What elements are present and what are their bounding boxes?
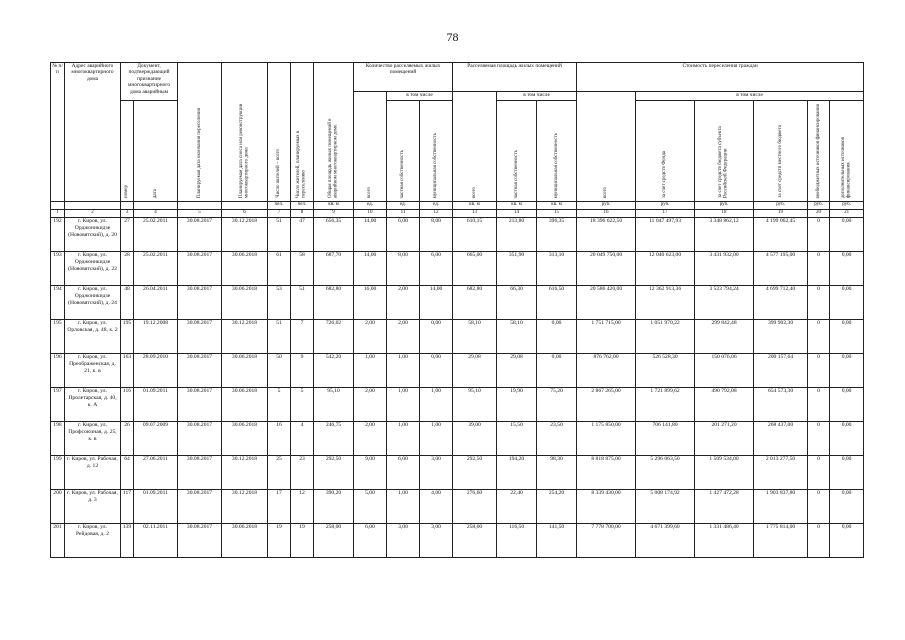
table-cell: 2 013 277,50: [754, 456, 808, 490]
table-cell: 139: [121, 524, 134, 558]
table-cell: 28: [121, 252, 134, 286]
table-cell: 2 867 265,00: [577, 388, 636, 422]
table-cell: 30.06.2018: [222, 354, 268, 388]
table-cell: 116,50: [497, 524, 537, 558]
table-cell: 0,00: [420, 320, 453, 354]
table-cell: 0,00: [830, 354, 864, 388]
table-cell: 610,15: [453, 218, 497, 252]
table-cell: г. Киров, ул. Орджоникидзе (Нововятский), д. 20: [65, 218, 121, 252]
table-cell: 0,00: [830, 320, 864, 354]
table-cell: 351,90: [497, 252, 537, 286]
table-row: [51, 388, 864, 422]
table-cell: 6,00: [387, 456, 420, 490]
table-cell: 6,00: [387, 218, 420, 252]
table-cell: 193: [51, 252, 65, 286]
table-cell: 30.08.2017: [178, 286, 222, 320]
table-cell: 396,35: [537, 218, 577, 252]
table-cell: 665,00: [453, 252, 497, 286]
header-count-including: в том числе: [387, 92, 453, 101]
table-cell: 117: [121, 490, 134, 524]
table-cell: 213,80: [497, 218, 537, 252]
unit-cell-11: ед.: [387, 202, 420, 210]
table-cell: 75,20: [537, 388, 577, 422]
table-cell: 30.12.2018: [222, 456, 268, 490]
table-cell: 9: [291, 354, 314, 388]
table-cell: 876 762,00: [577, 354, 636, 388]
table-cell: 14,00: [354, 218, 387, 252]
table-cell: 0: [808, 218, 830, 252]
table-cell: 95,10: [314, 388, 354, 422]
table-cell: 2,00: [354, 388, 387, 422]
header-count-municipal: муниципальная собственность: [420, 101, 453, 202]
table-cell: 61: [268, 252, 291, 286]
table-cell: 30.06.2018: [222, 252, 268, 286]
table-cell: 12: [291, 490, 314, 524]
table-cell: 27.06.2011: [134, 456, 178, 490]
header-premises-count: Количество расселяемых жилых помещений: [354, 63, 453, 92]
unit-cell-13: кв. м: [453, 202, 497, 210]
table-cell: 30.06.2018: [222, 286, 268, 320]
unit-cell-6: [222, 202, 268, 210]
table-cell: 0: [808, 354, 830, 388]
table-cell: 30.08.2017: [178, 320, 222, 354]
table-cell: 02.11.2011: [134, 524, 178, 558]
table-row: [51, 524, 864, 558]
header-cost-total: всего: [577, 92, 636, 202]
table-cell: 30.08.2017: [178, 422, 222, 456]
header-area-total: всего: [453, 92, 497, 202]
table-cell: 0,00: [830, 252, 864, 286]
table-cell: г. Киров, ул. Орджоникидзе (Нововятский), д. 24: [65, 286, 121, 320]
table-cell: 542,20: [314, 354, 354, 388]
table-cell: 12 040 623,00: [636, 252, 695, 286]
table-cell: 2,00: [387, 286, 420, 320]
table-cell: 195: [121, 320, 134, 354]
table-cell: 0: [808, 456, 830, 490]
column-number-13: 13: [453, 210, 497, 218]
table-cell: 0,00: [830, 490, 864, 524]
table-cell: 258,00: [453, 524, 497, 558]
column-number-19: 19: [754, 210, 808, 218]
table-cell: 276,60: [453, 490, 497, 524]
header-count-private: частная собственность: [387, 101, 420, 202]
table-cell: 26: [121, 422, 134, 456]
column-number-14: 14: [497, 210, 537, 218]
header-demolition-date: Планируемая дата сноса или реконструкции многоквартирного дома: [222, 63, 268, 202]
table-cell: 196: [51, 354, 65, 388]
table-cell: 1 427 472,28: [695, 490, 754, 524]
table-cell: 390,20: [314, 490, 354, 524]
table-cell: 4: [291, 422, 314, 456]
header-premises-area: Расселяемая площадь жилых помещений: [453, 63, 577, 92]
table-row: [51, 218, 864, 252]
table-cell: 199: [51, 456, 65, 490]
table-cell: 30.08.2017: [178, 388, 222, 422]
table-cell: 198: [51, 422, 65, 456]
table-cell: 19,90: [497, 388, 537, 422]
table-cell: 8 818 875,00: [577, 456, 636, 490]
unit-cell-10: ед.: [354, 202, 387, 210]
unit-cell-2: [65, 202, 121, 210]
table-row: [51, 354, 864, 388]
header-document: Документ, подтверждающий признание многоквартирного дома аварийным: [121, 63, 178, 101]
table-cell: 7 778 700,00: [577, 524, 636, 558]
table-cell: 53: [268, 286, 291, 320]
table-cell: 95,10: [453, 388, 497, 422]
table-cell: 1,00: [420, 388, 453, 422]
unit-cell-9: кв. м: [314, 202, 354, 210]
table-cell: 0,00: [537, 320, 577, 354]
header-doc-number: номер: [121, 101, 134, 202]
column-number-15: 15: [537, 210, 577, 218]
table-cell: 2,00: [354, 422, 387, 456]
column-number-10: 10: [354, 210, 387, 218]
table-cell: 682,80: [314, 286, 354, 320]
table-cell: 26.04.2011: [134, 286, 178, 320]
table-cell: 30.06.2018: [222, 422, 268, 456]
table-cell: 0,00: [830, 422, 864, 456]
header-relocation-cost: Стоимость переселения граждан: [577, 63, 864, 92]
column-number-12: 12: [420, 210, 453, 218]
table-cell: 17: [268, 490, 291, 524]
column-number-4: 4: [134, 210, 178, 218]
table-cell: 1,00: [420, 422, 453, 456]
table-cell: 254,20: [537, 490, 577, 524]
column-number-16: 16: [577, 210, 636, 218]
unit-cell-21: руб.: [830, 202, 864, 210]
table-cell: 20 049 750,00: [577, 252, 636, 286]
table-cell: 163: [121, 354, 134, 388]
unit-cell-18: руб.: [695, 202, 754, 210]
table-cell: 6,00: [354, 524, 387, 558]
table-row: [51, 320, 864, 354]
table-cell: 23: [291, 456, 314, 490]
table-cell: 2,00: [387, 320, 420, 354]
table-cell: г. Киров, ул. Преображенская, д. 21, к. в: [65, 354, 121, 388]
unit-cell-15: кв. м: [537, 202, 577, 210]
table-cell: 1 903 837,80: [754, 490, 808, 524]
table-cell: 09.07.2009: [134, 422, 178, 456]
table-cell: 15,50: [497, 422, 537, 456]
table-cell: 30.08.2017: [178, 218, 222, 252]
unit-cell-7: чел.: [268, 202, 291, 210]
table-cell: 1 775 814,00: [754, 524, 808, 558]
table-cell: 4 577 195,00: [754, 252, 808, 286]
table-cell: 1 721 899,62: [636, 388, 695, 422]
column-number-6: 6: [222, 210, 268, 218]
table-cell: 141,50: [537, 524, 577, 558]
table-cell: 3 523 794,24: [695, 286, 754, 320]
table-cell: 47: [291, 218, 314, 252]
table-cell: 29,08: [497, 354, 537, 388]
table-cell: 27: [121, 218, 134, 252]
table-cell: 0: [808, 286, 830, 320]
unit-cell-8: чел.: [291, 202, 314, 210]
table-cell: 16,00: [354, 286, 387, 320]
table-header: [51, 63, 864, 218]
table-cell: 687,70: [314, 252, 354, 286]
table-cell: 1 509 534,00: [695, 456, 754, 490]
table-cell: 3,00: [420, 524, 453, 558]
table-cell: 490 792,08: [695, 388, 754, 422]
table-cell: 399 902,30: [754, 320, 808, 354]
table-cell: 20 586 420,00: [577, 286, 636, 320]
header-cost-fund: за счет средств Фонда: [636, 101, 695, 202]
table-cell: г. Киров, ул. Орджоникидзе (Нововятский), д. 22: [65, 252, 121, 286]
table-cell: 0,00: [830, 524, 864, 558]
table-cell: 1 175 850,00: [577, 422, 636, 456]
table-cell: 8 339 430,00: [577, 490, 636, 524]
table-cell: 116: [121, 388, 134, 422]
table-cell: 197: [51, 388, 65, 422]
table-cell: 2,00: [354, 320, 387, 354]
table-cell: 14,00: [354, 252, 387, 286]
table-cell: 195: [51, 320, 65, 354]
table-cell: 4 671 399,60: [636, 524, 695, 558]
table-cell: 28.09.2010: [134, 354, 178, 388]
table-cell: 4 199 062,45: [754, 218, 808, 252]
header-area-municipal: муниципальная собственность: [537, 101, 577, 202]
table-cell: 201: [51, 524, 65, 558]
table-cell: 150 076,06: [695, 354, 754, 388]
table-cell: 0: [808, 524, 830, 558]
table-cell: 18 396 622,50: [577, 218, 636, 252]
header-area-including: в том числе: [497, 92, 577, 101]
table-cell: 7: [291, 320, 314, 354]
column-number-7: 7: [268, 210, 291, 218]
table-cell: 726,02: [314, 320, 354, 354]
column-number-1: 1: [51, 210, 65, 218]
header-residents-total: Число жителей – всего: [268, 63, 291, 202]
table-cell: 48: [121, 286, 134, 320]
table-cell: 654 573,30: [754, 388, 808, 422]
table-cell: 656,35: [314, 218, 354, 252]
table-cell: 19.12.2008: [134, 320, 178, 354]
column-number-8: 8: [291, 210, 314, 218]
table-cell: 682,80: [453, 286, 497, 320]
table-cell: 3 348 862,12: [695, 218, 754, 252]
column-numbers-row: [51, 210, 864, 218]
table-cell: 23,50: [537, 422, 577, 456]
table-cell: г. Киров, ул. Профсоюзная, д. 25, к. в: [65, 422, 121, 456]
table-cell: 200 157,64: [754, 354, 808, 388]
header-doc-date: дата: [134, 101, 178, 202]
table-cell: 313,10: [537, 252, 577, 286]
table-cell: 22,40: [497, 490, 537, 524]
page-number: 78: [446, 30, 459, 44]
header-relocation-end: Планируемая дата окончания переселения: [178, 63, 222, 202]
table-cell: 30.08.2017: [178, 456, 222, 490]
table-cell: 0,00: [830, 388, 864, 422]
header-cost-including: в том числе: [636, 92, 864, 101]
table-cell: 29,08: [453, 354, 497, 388]
column-number-17: 17: [636, 210, 695, 218]
table-cell: 5: [291, 388, 314, 422]
unit-cell-4: [134, 202, 178, 210]
table-cell: 30.08.2017: [178, 252, 222, 286]
table-row: [51, 456, 864, 490]
table-cell: 30.06.2018: [222, 388, 268, 422]
column-number-9: 9: [314, 210, 354, 218]
table-cell: 66,30: [497, 286, 537, 320]
table-cell: 30.08.2017: [178, 490, 222, 524]
table-cell: 39,00: [453, 422, 497, 456]
table-cell: 98,30: [537, 456, 577, 490]
table-cell: 3,00: [387, 524, 420, 558]
table-cell: 1,00: [387, 422, 420, 456]
header-count-total: всего: [354, 92, 387, 202]
header-residents-planned: Число жителей, планируемых к переселению: [291, 63, 314, 202]
header-cost-extra: внебюджетных источников финансирования: [808, 101, 830, 202]
header-area-private: частная собственность: [497, 101, 537, 202]
table-cell: 246,75: [314, 422, 354, 456]
table-cell: 64: [121, 456, 134, 490]
table-cell: 25.02.2011: [134, 218, 178, 252]
column-number-5: 5: [178, 210, 222, 218]
table-cell: 4,00: [420, 490, 453, 524]
table-cell: 616,50: [537, 286, 577, 320]
unit-cell-17: руб.: [636, 202, 695, 210]
table-cell: 194,20: [497, 456, 537, 490]
header-num: № п/п: [51, 63, 65, 202]
table-cell: 58,10: [497, 320, 537, 354]
header-cost-local: за счет средств местного бюджета: [754, 101, 808, 202]
table-cell: 0,00: [830, 456, 864, 490]
table-cell: 51: [291, 286, 314, 320]
header-cost-region: за счет средств бюджета субъекта Российской Федерации: [695, 101, 754, 202]
unit-cell-16: руб.: [577, 202, 636, 210]
header-cost-additional: дополнительных источников финансирования: [830, 101, 864, 202]
header-total-area: Общая площадь жилых помещений в аварийном многоквартирном доме: [314, 63, 354, 202]
table-cell: 11 047 497,93: [636, 218, 695, 252]
table-cell: 5 296 063,50: [636, 456, 695, 490]
table-cell: 0,00: [537, 354, 577, 388]
table-body: [51, 218, 864, 558]
table-row: [51, 286, 864, 320]
table-cell: 292,50: [314, 456, 354, 490]
table-cell: г. Киров, ул. Рабочая, д. 3: [65, 490, 121, 524]
header-address: Адрес аварийного многоквартирного дома: [65, 63, 121, 202]
table-cell: 201 271,20: [695, 422, 754, 456]
table-cell: 30.06.2018: [222, 524, 268, 558]
table-cell: 5 008 174,92: [636, 490, 695, 524]
table-cell: 0: [808, 320, 830, 354]
table-cell: 526 528,30: [636, 354, 695, 388]
table-cell: 3 431 932,00: [695, 252, 754, 286]
table-cell: 0,00: [830, 218, 864, 252]
relocation-table: [50, 62, 864, 558]
table-cell: 0: [808, 252, 830, 286]
table-cell: 01.09.2011: [134, 490, 178, 524]
table-cell: 5: [268, 388, 291, 422]
table-cell: 9,00: [354, 456, 387, 490]
table-cell: 8,00: [387, 252, 420, 286]
table-cell: 30.12.2018: [222, 218, 268, 252]
table-cell: 5,00: [354, 490, 387, 524]
table-cell: 25: [268, 456, 291, 490]
table-cell: 1 751 715,00: [577, 320, 636, 354]
column-number-18: 18: [695, 210, 754, 218]
table-cell: 706 141,80: [636, 422, 695, 456]
table-cell: 58,10: [453, 320, 497, 354]
table-cell: 3,00: [420, 456, 453, 490]
table-cell: 51: [268, 320, 291, 354]
column-number-21: 21: [830, 210, 864, 218]
table-row: [51, 252, 864, 286]
table-cell: 6,00: [420, 252, 453, 286]
table-cell: 1,00: [387, 388, 420, 422]
unit-cell-19: руб.: [754, 202, 808, 210]
unit-cell-12: ед.: [420, 202, 453, 210]
table-cell: 194: [51, 286, 65, 320]
table-cell: 292,50: [453, 456, 497, 490]
table-cell: 8,00: [420, 218, 453, 252]
table-cell: 0: [808, 490, 830, 524]
table-cell: 0,00: [830, 286, 864, 320]
table-cell: 30.08.2017: [178, 354, 222, 388]
table-cell: г. Киров, ул. Орловская, д. 48, к. 2: [65, 320, 121, 354]
table-cell: 19: [291, 524, 314, 558]
column-number-11: 11: [387, 210, 420, 218]
unit-cell-20: руб.: [808, 202, 830, 210]
table-cell: 25.02.2011: [134, 252, 178, 286]
units-row: [51, 202, 864, 210]
table-cell: 30.12.2018: [222, 490, 268, 524]
unit-cell-3: [121, 202, 134, 210]
table-cell: 1,00: [387, 490, 420, 524]
table-cell: 0: [808, 388, 830, 422]
table-cell: г. Киров, ул. Пролетарская, д. 40, к. А: [65, 388, 121, 422]
table-cell: 16: [268, 422, 291, 456]
table-cell: 258,00: [314, 524, 354, 558]
table-row: [51, 490, 864, 524]
table-cell: 0,00: [420, 354, 453, 388]
unit-cell-1: [51, 202, 65, 210]
table-cell: 30.08.2017: [178, 524, 222, 558]
unit-cell-14: кв. м: [497, 202, 537, 210]
table-cell: 1 331 486,40: [695, 524, 754, 558]
table-cell: 01.09.2011: [134, 388, 178, 422]
table-cell: 12 362 913,36: [636, 286, 695, 320]
table-cell: 58: [291, 252, 314, 286]
table-cell: 192: [51, 218, 65, 252]
table-cell: 19: [268, 524, 291, 558]
table-cell: 268 437,00: [754, 422, 808, 456]
column-number-2: 2: [65, 210, 121, 218]
table-cell: 14,00: [420, 286, 453, 320]
table-cell: 1 051 970,22: [636, 320, 695, 354]
table-row: [51, 422, 864, 456]
table-cell: 1,00: [387, 354, 420, 388]
table-cell: 50: [268, 354, 291, 388]
column-number-3: 3: [121, 210, 134, 218]
table-cell: 30.12.2018: [222, 320, 268, 354]
table-cell: г. Киров, ул. Рейдовая, д. 2: [65, 524, 121, 558]
table-cell: 299 842,48: [695, 320, 754, 354]
column-number-20: 20: [808, 210, 830, 218]
table-cell: г. Киров, ул. Рабочая, д. 12: [65, 456, 121, 490]
table-cell: 4 699 712,40: [754, 286, 808, 320]
table-cell: 1,00: [354, 354, 387, 388]
table-cell: 51: [268, 218, 291, 252]
table-cell: 0: [808, 422, 830, 456]
unit-cell-5: [178, 202, 222, 210]
table-cell: 200: [51, 490, 65, 524]
